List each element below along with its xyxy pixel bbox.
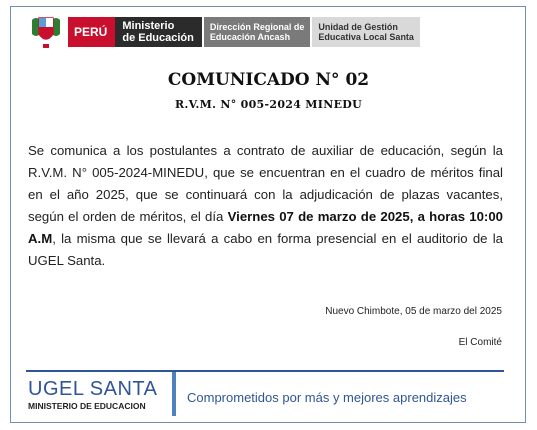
minedu-logo (115, 17, 202, 47)
peru-label: PERÚ (74, 25, 108, 39)
footer-divider (26, 370, 504, 372)
announcement-paragraph (28, 140, 503, 272)
paragraph-bold-date: Viernes 07 de marzo de 2025, a horas 10:00 A.M (28, 209, 503, 246)
document-subtitle: R.V.M. N° 005-2024 MINEDU (175, 98, 362, 111)
paragraph-part2: , la misma que se llevará a cabo en forma presencial en el auditorio de la UGEL Santa. (28, 231, 503, 268)
dre-line2: Educación Ancash (209, 32, 291, 42)
footer-branding (28, 378, 168, 411)
dre-logo (204, 17, 311, 47)
ugel-line1: Unidad de Gestión (318, 22, 398, 32)
paragraph-part1: Se comunica a los postulantes a contrato de auxiliar de educación, según la R.V.M. N° 005-2024-MINEDU, que se encuentran en el cuadro de méritos final en el año 2025, que se continuará con la adjudicación de plazas vacantes, según el orden de méritos, el día (28, 143, 503, 224)
peru-coat-of-arms-icon (28, 14, 64, 50)
footer-ugel-name: UGEL SANTA (28, 378, 158, 400)
footer-slogan: Comprometidos por más y mejores aprendizajes (187, 390, 467, 405)
dre-line1: Dirección Regional de (209, 22, 305, 32)
place-date: Nuevo Chimbote, 05 de marzo del 2025 (325, 306, 502, 317)
minedu-line1: Ministerio (122, 20, 175, 32)
peru-logo (68, 17, 115, 47)
ugel-logo (312, 17, 420, 47)
footer-separator (172, 372, 176, 416)
header-logos (28, 14, 420, 50)
ugel-line2: Educativa Local Santa (318, 32, 414, 42)
document-title: COMUNICADO N° 02 (167, 70, 370, 90)
minedu-line2: de Educación (122, 32, 194, 44)
signature: El Comité (458, 337, 502, 348)
footer-ministry: MINISTERIO DE EDUCACION (28, 401, 146, 411)
